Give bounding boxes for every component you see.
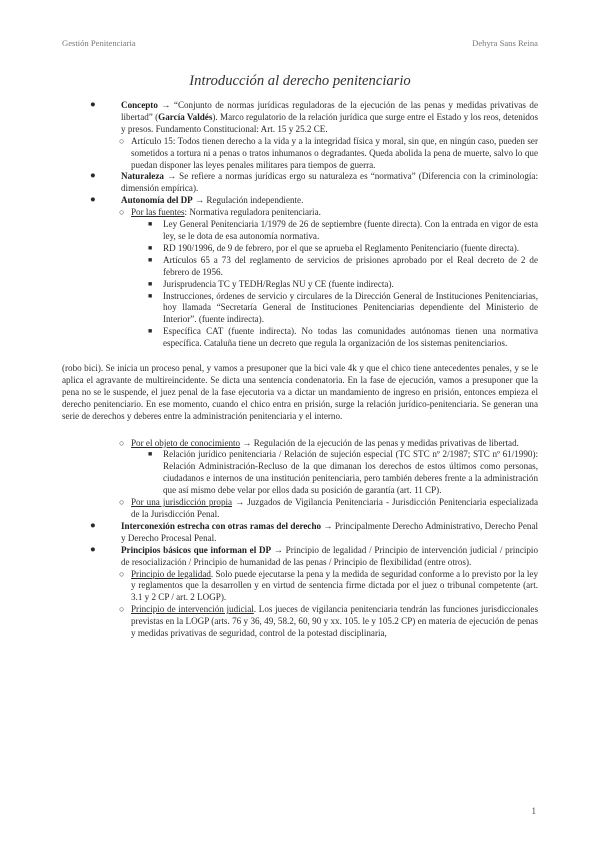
intervencion-label: Principio de intervención judicial bbox=[131, 604, 254, 615]
fuente-item bbox=[148, 326, 538, 350]
jurisdiccion-label: Por una jurisdicción propia bbox=[131, 497, 233, 508]
autonomia-text: → Regulación independiente. bbox=[192, 195, 304, 206]
legalidad-label: Principio de legalidad bbox=[131, 568, 211, 579]
sublist-item-legalidad bbox=[119, 568, 538, 605]
circle-bullet-icon: ○ bbox=[119, 604, 125, 615]
document-title: Introducción al derecho penitenciario bbox=[189, 73, 411, 89]
concepto-text: → “Conjunto de normas jurídicas reguladoras de la ejecución de las penas y medidas privativas de libertad” ( bbox=[121, 100, 538, 122]
principios-text: → Principio de legalidad / Principio de intervención judicial / principio de resocialización / Principio de humanidad de las penas / Principio de flexibilidad (entre otros). bbox=[121, 544, 539, 567]
autonomia-sublist bbox=[121, 207, 538, 350]
objeto-text: → Regulación de la ejecución de las penas y medidas privativas de libertad. bbox=[240, 437, 519, 448]
fuente-item bbox=[148, 254, 538, 279]
sublist-item-fuentes bbox=[119, 207, 538, 350]
intervencion-text: . Los jueces de vigilancia penitenciaria tendrán las funciones jurisdiccionales previstas en la LOGP (arts. 76 y 36, 49, 58.2, 60, 90 y xx. 105. le y 105.2 CP) en materia de ejecución de penas y medidas privativas de seguridad, control de la potestad disciplinaria, bbox=[131, 604, 538, 639]
concepto-text-2: ). Marco regulatorio de la relación jurídica que surge entre el Estado y los reos, detenidos y presos. Fundamento Constitucional: Art. 15 y 25.2 CE. bbox=[121, 111, 538, 134]
square-bullet-icon: ■ bbox=[148, 279, 153, 288]
list-item-autonomia bbox=[62, 195, 538, 350]
principios-sublist bbox=[121, 569, 538, 640]
square-bullet-icon: ■ bbox=[148, 327, 153, 336]
fuente-text: Específica CAT (fuente indirecta). No todas las comunidades autónomas tienen una normativa específica. Cataluña tiene un decreto que regula la organización de los sistemas penitenciarios. bbox=[163, 326, 538, 349]
list-item-concepto bbox=[62, 100, 538, 171]
header-left: Gestión Penitenciaria bbox=[62, 38, 136, 48]
fuente-text: Artículos 65 a 73 del reglamento de servicios de prisiones aprobado por el Real decreto de 2 de febrero de 1956. bbox=[163, 254, 538, 277]
concepto-sublist bbox=[121, 136, 538, 172]
page-number: 1 bbox=[531, 806, 536, 816]
bullet-icon: ● bbox=[90, 171, 96, 182]
fuente-item bbox=[148, 290, 538, 327]
fuente-text: Instrucciones, órdenes de servicio y circulares de la Dirección General de Instituciones Penitenciarias, hoy llamada “Secretaría General de Instituciones Penitenciarias dependiente del Ministerio de Interior”. (fuente indirecta). bbox=[163, 290, 538, 325]
naturaleza-label: Naturaleza bbox=[121, 171, 164, 182]
square-bullet-icon: ■ bbox=[148, 255, 153, 264]
objeto-item bbox=[148, 449, 538, 497]
concepto-author: García Valdés bbox=[158, 111, 213, 122]
circle-bullet-icon: ○ bbox=[119, 135, 125, 146]
fuente-item bbox=[148, 242, 538, 255]
fuentes-list bbox=[131, 219, 538, 350]
list-item-principios bbox=[62, 545, 538, 640]
circle-bullet-icon: ○ bbox=[119, 437, 125, 448]
fuente-text: Ley General Penitenciaria 1/1979 de 26 de septiembre (fuente directa). Con la entrada en vigor de esta ley, se le dota de esa autonomía normativa. bbox=[163, 219, 538, 241]
header-right: Dehyra Sans Reina bbox=[472, 38, 538, 48]
sublist-item-jurisdiccion bbox=[119, 497, 539, 521]
circle-bullet-icon: ○ bbox=[119, 568, 125, 579]
sublist-item bbox=[119, 135, 538, 172]
legalidad-text: . Solo puede ejecutarse la pena y la medida de seguridad conforme a lo previsto por la ley y reglamentos que la desarrollen y en virtud de sentencia firme dictada por el juez o tribunal competente (art. 3.1 y 2 CP / art. 2 LOGP). bbox=[131, 568, 538, 603]
circle-bullet-icon: ○ bbox=[119, 207, 125, 218]
autonomia-label: Autonomía del DP bbox=[121, 195, 193, 206]
principios-label: Principios básicos que informan el DP bbox=[121, 544, 272, 555]
square-bullet-icon: ■ bbox=[148, 291, 153, 300]
sublist-item-intervencion bbox=[119, 604, 538, 640]
fuente-item bbox=[148, 219, 538, 243]
bullet-icon: ● bbox=[90, 195, 96, 206]
square-bullet-icon: ■ bbox=[148, 243, 153, 252]
bullet-icon: ● bbox=[90, 544, 96, 555]
list-item-interconexion bbox=[62, 521, 538, 545]
main-list bbox=[62, 100, 538, 350]
objeto-list bbox=[131, 449, 538, 497]
square-bullet-icon: ■ bbox=[148, 220, 153, 229]
naturaleza-text: → Se refiere a normas jurídicas ergo su naturaleza es “normativa” (Diferencia con la criminología: dimensión empírica). bbox=[121, 171, 538, 194]
main-list-continued bbox=[62, 438, 538, 640]
concepto-label: Concepto bbox=[121, 100, 158, 110]
list-item-autonomia-cont bbox=[62, 438, 538, 521]
objeto-label: Por el objeto de conocimiento bbox=[131, 437, 241, 448]
document-body bbox=[62, 100, 538, 640]
interconexion-text: → Principalmente Derecho Administrativo, Derecho Penal y Derecho Procesal Penal. bbox=[121, 520, 539, 543]
square-bullet-icon: ■ bbox=[148, 450, 153, 459]
objeto-item-text: Relación jurídico penitenciaria / Relación de sujeción especial (TC STC nº 2/1987; STC nº 61/1990): Relación Administración-Recluso de la que dimanan los derechos de estos últimos como personas, ciudadanos e internos de una institución penitenciaria, pero también deberes frente a la administración que así mismo debe velar por ellos dada su posición de garantía (art. 11 CP). bbox=[163, 449, 538, 496]
fuentes-label: Por las fuentes bbox=[131, 207, 185, 218]
example-paragraph: (robo bici). Se inicia un proceso penal, y vamos a presuponer que la bici vale 4k y que el chico tiene antecedentes penales, y se le aplica el agravante de multireincidente. Se dicta una sentencia condenatoria. En la fase de ejecución, vamos a presuponer que la pena no se le suspende, el juez penal de la fase ejecutoria va a dictar un mandamiento de ingreso en prisión, entonces empieza el derecho penitenciario. En ese momento, cuando el chico entra en prisión, surge la relación jurídico-penitenciaria. Se generan una serie de derechos y deberes entre la administración penitenciaria y el interno. bbox=[62, 363, 538, 421]
fuente-text: RD 190/1996, de 9 de febrero, por el que se aprueba el Reglamento Penitenciario (fuente directa). bbox=[163, 242, 520, 253]
concepto-articulo-15: Artículo 15: Todos tienen derecho a la vida y a la integridad física y moral, sin que, en ningún caso, pueden ser sometidos a tortura ni a penas o tratos inhumanos o degradantes. Queda abolida la pena de muerte, salvo lo que puedan disponer las leyes penales militares para tiempos de guerra. bbox=[131, 135, 538, 170]
list-item-naturaleza bbox=[62, 171, 538, 195]
fuentes-text: : Normativa reguladora penitenciaria. bbox=[184, 207, 321, 218]
sublist-item-objeto bbox=[119, 437, 538, 498]
bullet-icon: ● bbox=[90, 520, 96, 531]
jurisdiccion-text: → Juzgados de Vigilancia Penitenciaria - Jurisdicción Penitenciaria especializada de la Jurisdicción Penal. bbox=[131, 497, 539, 519]
fuente-text: Jurisprudencia TC y TEDH/Reglas NU y CE (fuente indirecta). bbox=[163, 278, 394, 289]
interconexion-label: Interconexión estrecha con otras ramas del derecho bbox=[121, 520, 322, 531]
autonomia-sublist-cont bbox=[121, 438, 538, 521]
circle-bullet-icon: ○ bbox=[119, 497, 125, 508]
bullet-icon: ● bbox=[90, 100, 96, 110]
fuente-item bbox=[148, 278, 538, 291]
